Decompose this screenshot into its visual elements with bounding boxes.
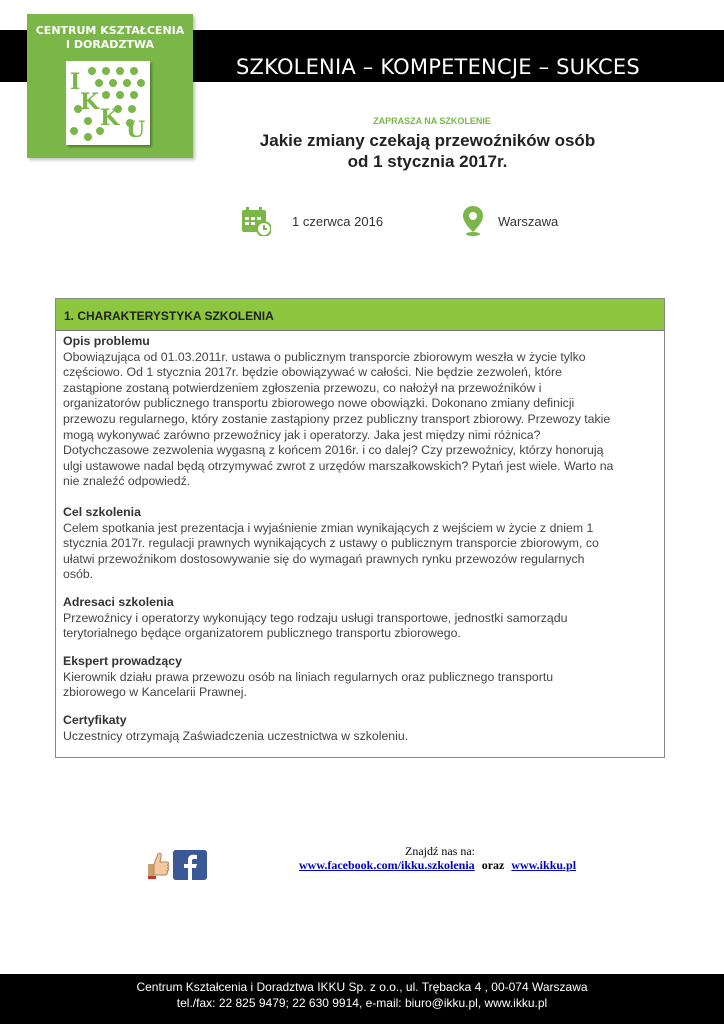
training-characteristics-section: [55, 298, 665, 758]
ikku-logo: [27, 14, 193, 158]
paragraph-line: Celem spotkania jest prezentacja i wyjaśnienie zmian wynikających z wejściem w życie z dniem 1: [63, 520, 594, 535]
paragraph-line: ułatwi przewoźnikom dostosowywanie się do wymagań prawnych rynku przewozów regularnych: [63, 551, 585, 566]
block-title: Opis problemu: [63, 334, 150, 348]
logo-emblem: [66, 61, 150, 145]
paragraph-line: terytorialnego będące organizatorem publicznego transportu zbiorowego.: [63, 626, 461, 641]
training-title-line-1: Jakie zmiany czekają przewoźników osób: [259, 131, 596, 150]
logo-text-line-2: I DORADZTWA: [65, 38, 155, 51]
footer-address: Centrum Kształcenia i Doradztwa IKKU Sp. z o.o., ul. Trębacka 4 , 00-074 Warszawa: [136, 980, 588, 994]
logo-letter: K: [80, 89, 100, 115]
target-audience-block: [63, 595, 657, 642]
calendar-clock-icon: [241, 206, 271, 236]
paragraph-line: stycznia 2017r. regulacji prawnych wynikających z ustawy o publicznym transporcie zbiorowym, co: [63, 536, 599, 551]
training-city: Warszawa: [498, 214, 559, 229]
logo-text: [27, 24, 193, 52]
page-headline: SZKOLENIA – KOMPETENCJE – SUKCES: [236, 55, 640, 79]
block-title: Certyfikaty: [63, 713, 127, 727]
paragraph-line: Przewoźnicy i operatorzy wykonujący tego rodzaju usługi transportowe, jednostki samorządu: [63, 610, 568, 625]
footer-bar: [0, 974, 724, 1024]
links-conjunction: oraz: [481, 858, 505, 872]
paragraph-line: przewozu regularnego, który zostanie zastąpiony przez publiczny transport zbiorowy. Przewozy takie: [63, 411, 611, 426]
invite-label: ZAPRASZA NA SZKOLENIE: [373, 116, 491, 126]
thumbs-up-icon: [146, 850, 170, 880]
certificates-block: [63, 713, 657, 744]
social-links: [299, 858, 576, 873]
logo-letter: I: [70, 69, 81, 95]
paragraph-line: osób.: [63, 567, 94, 582]
training-goal-block: [63, 505, 657, 583]
training-title: [200, 130, 655, 172]
paragraph-line: nie znaleźć odpowiedź.: [63, 474, 191, 489]
paragraph-line: częściowo. Od 1 stycznia 2017r. będzie obowiązywać w całości. Nie będzie zezwoleń, które: [63, 365, 562, 380]
logo-letter: K: [100, 105, 120, 131]
logo-letter: U: [126, 117, 146, 143]
training-title-line-2: od 1 stycznia 2017r.: [347, 152, 508, 171]
paragraph-line: organizatorów publicznego transportu zbiorowego nowe obowiązki. Dokonano zmiany definicji: [63, 396, 575, 411]
training-date: 1 czerwca 2016: [292, 214, 384, 229]
paragraph-line: ulgi ustawowe nadal będą otrzymywać zwrot z urzędów marszałkowskich? Pytań jest wiele. Warto na: [63, 458, 614, 473]
paragraph-line: zbiorowego w Kancelarii Prawnej.: [63, 685, 247, 700]
problem-description-block: [63, 334, 657, 490]
block-title: Adresaci szkolenia: [63, 595, 174, 609]
website-link[interactable]: www.ikku.pl: [511, 858, 577, 872]
facebook-link[interactable]: www.facebook.com/ikku.szkolenia: [299, 858, 475, 872]
section-header: [56, 299, 664, 331]
paragraph-line: Obowiązująca od 01.03.2011r. ustawa o publicznym transporcie zbiorowym weszła w życie tylko: [63, 349, 586, 364]
paragraph-line: Dotychczasowe zezwolenia wygasną z końcem 2016r. i co dalej? Czy przewoźnicy, którzy honorują: [63, 443, 604, 458]
paragraph-line: Kierownik działu prawa przewozu osób na liniach regularnych oraz publicznego transportu: [63, 669, 554, 684]
find-us-label: Znajdź nas na:: [405, 844, 475, 858]
section-heading: 1. CHARAKTERYSTYKA SZKOLENIA: [64, 309, 274, 323]
paragraph-line: Uczestnicy otrzymają Zaświadczenia uczestnictwa w szkoleniu.: [63, 728, 409, 743]
block-title: Ekspert prowadzący: [63, 654, 182, 668]
logo-text-line-1: CENTRUM KSZTAŁCENIA: [35, 24, 185, 37]
block-title: Cel szkolenia: [63, 505, 141, 519]
footer-contact: tel./fax: 22 825 9479; 22 630 9914, e-mail: biuro@ikku.pl, www.ikku.pl: [176, 996, 548, 1010]
paragraph-line: mogą wykonywać zarówno przewoźnicy jak i operatorzy. Jaka jest między nimi różnica?: [63, 427, 541, 442]
paragraph-line: zastąpione zostaną potwierdzeniem zgłoszenia przewozu, co nałożył na przewoźników i: [63, 380, 542, 395]
location-pin-icon: [462, 205, 484, 237]
facebook-icon[interactable]: [173, 850, 207, 880]
expert-block: [63, 654, 657, 701]
